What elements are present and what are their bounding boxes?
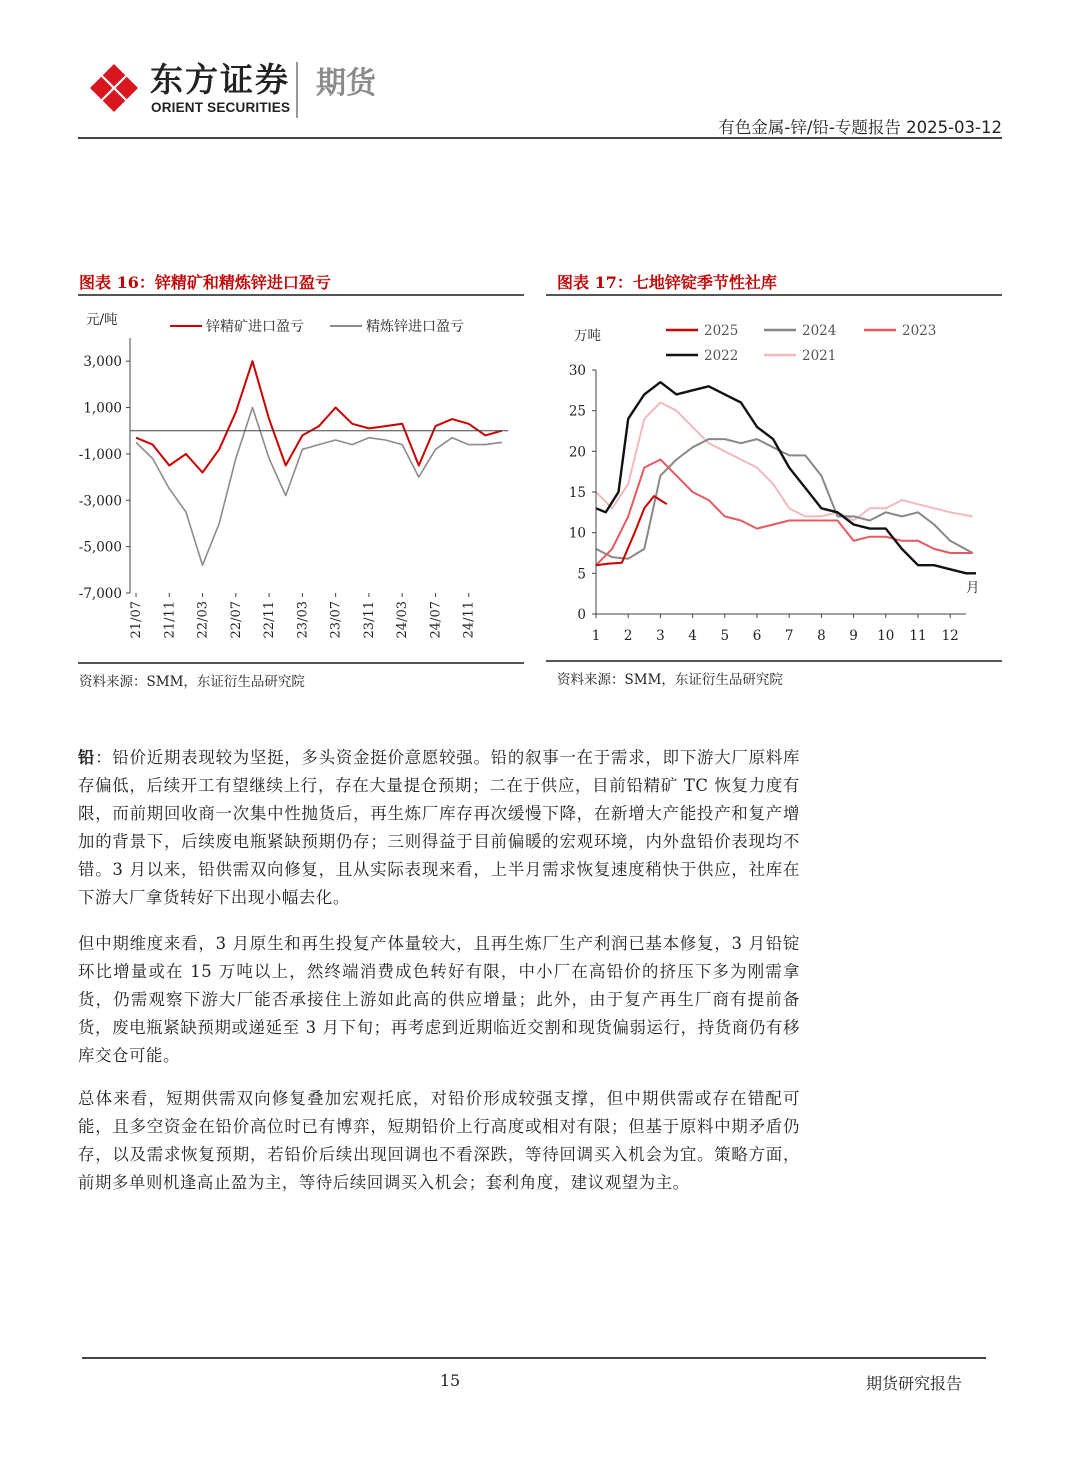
chart16-ytick-label: 3,000 <box>83 354 122 371</box>
figure16-bottom-rule <box>78 662 524 664</box>
chart17-xtick-label: 4 <box>688 628 697 644</box>
chart17-xtick-label: 1 <box>591 628 601 644</box>
chart17-ytick-label: 10 <box>568 525 586 542</box>
chart17-xtick-label: 8 <box>817 628 826 644</box>
chart16-ytick-label: -7,000 <box>78 586 122 602</box>
chart16-ytick-label: -3,000 <box>78 493 122 510</box>
paragraph-1 <box>78 744 800 912</box>
chart17-legend-label: 2024 <box>802 323 837 339</box>
figure17-bottom-rule <box>546 660 1002 662</box>
chart17-xtick-label: 3 <box>656 628 665 644</box>
brand-name-en: ORIENT SECURITIES <box>151 100 291 115</box>
chart17-xtick-label: 2 <box>623 628 633 644</box>
figure17-caption: 图表 17：七地锌锭季节性社库 <box>557 273 777 292</box>
paragraph-2: 但中期维度来看，3 月原生和再生投复产体量较大，且再生炼厂生产利润已基本修复，3 月铅锭环比增量或在 15 万吨以上，然终端消费成色转好有限，中小厂在高铅价的挤压下多为刚需拿货，仍需观察下游大厂能否承接住上游如此高的供应增量；此外，由于复产再生厂商有提前备货，废电瓶紧缺预期或递延至 3 月下旬；再考虑到近期临近交割和现货偏弱运行，持货商仍有移库交仓可能。 <box>78 934 800 1065</box>
chart17-legend-label: 2025 <box>704 323 739 339</box>
paragraph-1-text: ：铅价近期表现较为坚挺，多头资金挺价意愿较强。铅的叙事一在于需求，即下游大厂原料库存偏低，后续开工有望继续上行，存在大量提仓预期；二在于供应，目前铅精矿 TC 恢复力度有限，而前期回收商一次集中性抛货后，再生炼厂库存再次缓慢下降，在新增大产能投产和复产增加的背景下，后续废电瓶紧缺预期仍存；三则得益于目前偏暖的宏观环境，内外盘铅价表现均不错。3 月以来，铅供需双向修复，且从实际表现来看，上半月需求恢复速度稍快于供应，社库在下游大厂拿货转好下出现小幅去化。 <box>78 748 800 907</box>
chart17-xtick-label: 11 <box>909 628 927 644</box>
chart16-xtick-label: 24/07 <box>428 601 444 639</box>
chart16-xtick-label: 22/11 <box>262 601 278 639</box>
footer-label: 期货研究报告 <box>865 1374 962 1393</box>
figure17-source: 资料来源：SMM，东证衍生品研究院 <box>557 672 783 688</box>
figure16-source: 资料来源：SMM，东证衍生品研究院 <box>79 674 305 690</box>
chart17-xtick-label: 12 <box>941 628 959 644</box>
figure16-caption: 图表 16：锌精矿和精炼锌进口盈亏 <box>79 273 331 292</box>
chart17-xlabel: 月 <box>966 580 980 596</box>
figure16-caption-rule <box>78 294 524 296</box>
chart16-legend-label: 锌精矿进口盈亏 <box>206 319 304 335</box>
brand-division: 期货 <box>316 66 376 101</box>
chart17-legend-label: 2022 <box>704 348 739 364</box>
chart17-xtick-label: 5 <box>720 628 730 644</box>
brand-name-cn: 东方证券 <box>150 60 290 99</box>
series-zinc-concentrate-line <box>136 361 502 472</box>
chart16-ytick-label: -1,000 <box>78 446 122 463</box>
footer-rule <box>82 1357 986 1359</box>
chart16-xtick-label: 24/03 <box>395 601 411 639</box>
chart17-xtick-label: 10 <box>877 628 895 644</box>
paragraph-3: 总体来看，短期供需双向修复叠加宏观托底，对铅价形成较强支撑，但中期供需或存在错配可能，且多空资金在铅价高位时已有博弈，短期铅价上行高度或相对有限；但基于原料中期矛盾仍存，以及需求恢复预期，若铅价后续出现回调也不看深跌，等待回调买入机会为宜。策略方面，前期多单则机逢高止盈为主，等待后续回调买入机会；套利角度，建议观望为主。 <box>78 1089 800 1192</box>
chart17-ytick-label: 15 <box>568 485 586 501</box>
figure17-caption-rule <box>546 294 1002 296</box>
chart16-ylabel: 元/吨 <box>86 312 118 328</box>
series-2021-line <box>596 403 973 521</box>
chart16-xtick-label: 22/03 <box>195 601 211 639</box>
logo-divider <box>296 62 298 118</box>
chart17-xtick-label: 6 <box>752 628 762 644</box>
chart16-ytick-label: -5,000 <box>78 539 122 556</box>
chart17-ylabel: 万吨 <box>574 328 601 344</box>
chart17-ytick-label: 5 <box>577 566 586 583</box>
chart16-xtick-label: 22/07 <box>228 601 244 639</box>
orient-logo-icon <box>88 62 140 114</box>
report-title: 有色金属-锌/铅-专题报告 2025-03-12 <box>718 118 1002 137</box>
chart16-legend-label: 精炼锌进口盈亏 <box>366 319 464 335</box>
chart16-xtick-label: 21/11 <box>162 601 178 639</box>
chart17-legend-label: 2021 <box>802 348 837 364</box>
chart17-xtick-label: 7 <box>784 628 794 644</box>
chart17-legend-label: 2023 <box>902 323 937 339</box>
paragraph-1-lead: 铅 <box>78 748 96 767</box>
chart16-xtick-label: 23/11 <box>361 601 377 639</box>
chart17-ytick-label: 20 <box>568 444 586 461</box>
chart16-xtick-label: 23/07 <box>328 601 344 639</box>
header-rule <box>78 137 1002 139</box>
zinc-import-profit-chart <box>78 300 524 660</box>
chart16-ytick-label: 1,000 <box>83 400 122 417</box>
chart17-ytick-label: 25 <box>568 403 586 420</box>
chart16-xtick-label: 21/07 <box>129 601 144 639</box>
zinc-social-inventory-chart <box>546 300 1002 660</box>
chart17-xtick-label: 9 <box>849 628 858 644</box>
chart16-xtick-label: 23/03 <box>295 601 311 639</box>
chart17-ytick-label: 0 <box>577 607 586 623</box>
chart17-ytick-label: 30 <box>568 363 586 379</box>
page-number: 15 <box>439 1371 461 1390</box>
chart16-xtick-label: 24/11 <box>461 601 477 639</box>
